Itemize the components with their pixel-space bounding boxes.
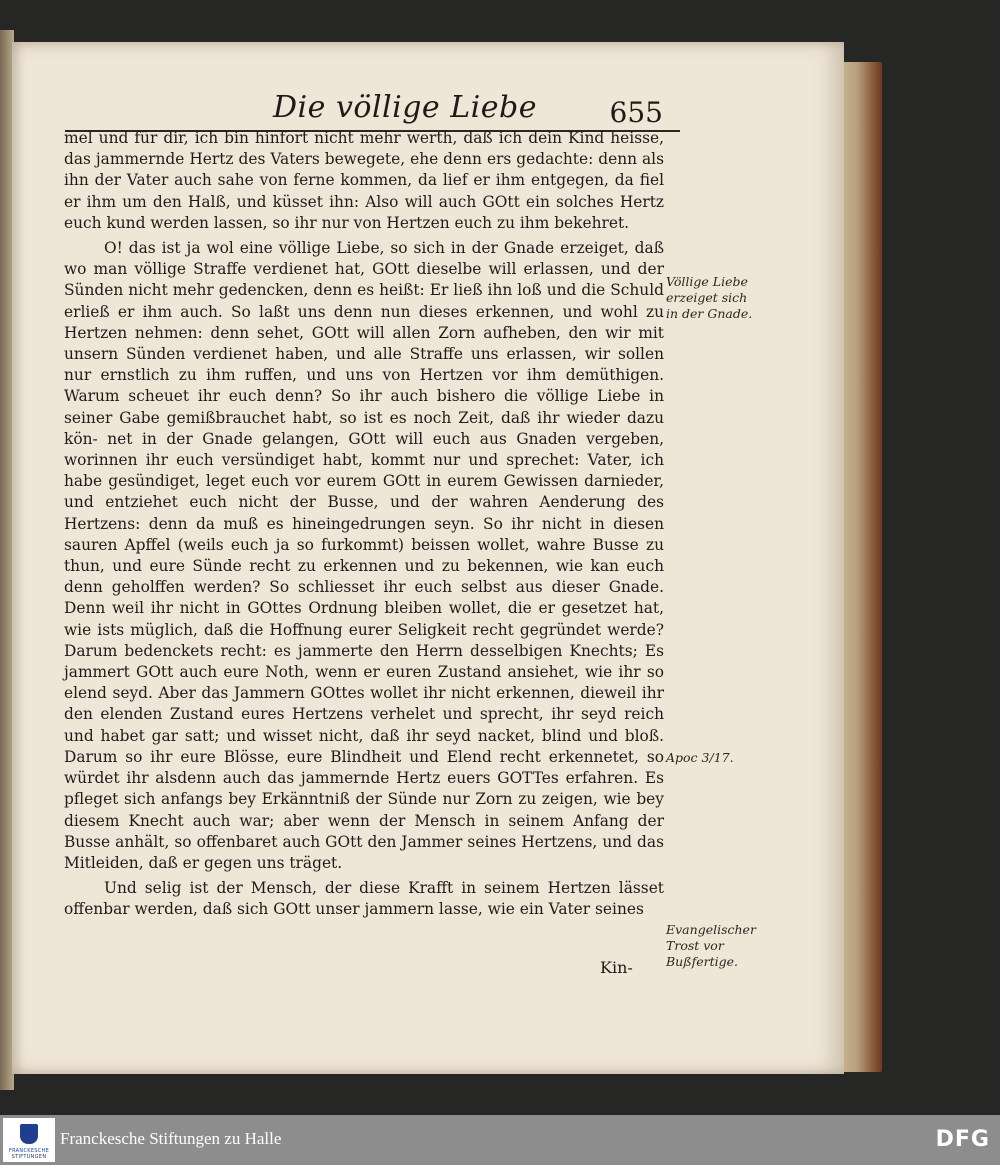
franckesche-logo[interactable]: [3, 1118, 55, 1162]
catchword: Kin-: [600, 958, 633, 977]
footer-bar: [0, 1115, 1000, 1165]
page-number: 655: [609, 96, 663, 129]
margin-note-apoc: Apoc 3/17.: [666, 750, 734, 765]
logo-caption: FRANCKESCHE STIFTUNGEN: [8, 1148, 50, 1160]
paragraph-1: mel und für dir, ich bin hinfort nicht mehr werth, daß ich dein Kind heisse, das jammernde Hertz des Vaters bewegete, ehe denn ers gedachte: denn als ihn der Vater auch sahe von ferne kommen, da lief er ihm entgegen, da fiel er ihm um den Halß, und küsset ihn: Also will auch GOtt ein solches Hertz euch kund werden lassen, so ihr nur von Hertzen euch zu ihm bekehret.: [64, 129, 664, 232]
paragraph-2: O! das ist ja wol eine völlige Liebe, so sich in der Gnade erzeiget, daß wo man völlige Straffe verdienet hat, GOtt dieselbe will erlassen, und der Sünden nicht mehr gedencken, denn es heißt: Er ließ ihn loß und die Schuld erließ er ihm auch. So laßt uns denn nun dieses erkennen, und wohl zu Hertzen nehmen: denn sehet, GOtt will allen Zorn aufheben, den wir mit unsern Sünden verdienet haben, und alle Straffe uns erlassen, wir sollen nur ernstlich zu ihm ruffen, und uns von Hertzen vor ihm demüthigen. Warum scheuet ihr euch denn? So ihr auch bishero die völlige Liebe in seiner Gabe gemißbrauchet habt, so ist es noch Zeit, daß ihr wieder dazu kön- net in der Gnade gelangen, GOtt will euch aus Gnaden vergeben, worinnen ihr euch versündiget habt, kommt nur und sprechet: Vater, ich habe gesündiget, leget euch vor eurem GOtt in eurem Gewissen darnieder, und entziehet euch nicht der Busse, und der wahren Aenderung des Hertzens: denn da muß es hineingedrungen seyn. So ihr nicht in diesen sauren Apffel (weils euch ja so furkommt) beissen wollet, wahre Busse zu thun, und eure Sünde recht zu erkennen und zu bekennen, wie kan euch denn geholffen werden? So schliesset ihr euch selbst aus dieser Gnade. Denn weil ihr nicht in GOttes Ordnung bleiben wollet, die er gesetzet hat, wie ists müglich, daß die Hoffnung eurer Seligkeit recht gegründet werde? Darum bedenckets recht: es jammerte den Herrn desselbigen Knechts; Es jammert GOtt auch eure Noth, wenn er euren Zustand ansiehet, wie ihr so elend seyd. Aber das Jammern GOttes wollet ihr nicht erkennen, dieweil ihr den elenden Zustand eures Hertzens verhelet und sprecht, ihr seyd reich und habet gar satt; und wisset nicht, daß ihr seyd nacket, blind und bloß. Darum so ihr eure Blösse, eure Blindheit und Elend recht erkennetet, so würdet ihr alsdenn auch das jammernde Hertz euers GOTTes erfahren. Es pfleget sich anfangs bey Erkänntniß der Sünde nur Zorn zu zeigen, wie bey diesem Knecht auch war; aber wenn der Mensch in seinem Anfang der Busse anhält, so offenbaret auch GOtt den Jammer seines Hertzens, und das Mitleiden, daß er gegen uns träget.: [64, 239, 664, 872]
main-text: [64, 128, 664, 921]
margin-note-grace: Völlige Liebe erzeiget sich in der Gnade.: [666, 274, 753, 321]
dfg-logo[interactable]: DFG: [935, 1127, 990, 1152]
running-title: Die völlige Liebe: [273, 90, 537, 125]
paragraph-3: Und selig ist der Mensch, der diese Krafft in seinem Hertzen lässet offenbar werden, daß sich GOtt unser jammern lasse, wie ein Vater seines: [64, 879, 664, 919]
organization-link[interactable]: Franckesche Stiftungen zu Halle: [60, 1129, 282, 1148]
emblem-icon: [20, 1124, 38, 1144]
margin-note-trost: Evangelischer Trost vor Bußfertige.: [666, 922, 756, 969]
page-header: [255, 86, 675, 130]
